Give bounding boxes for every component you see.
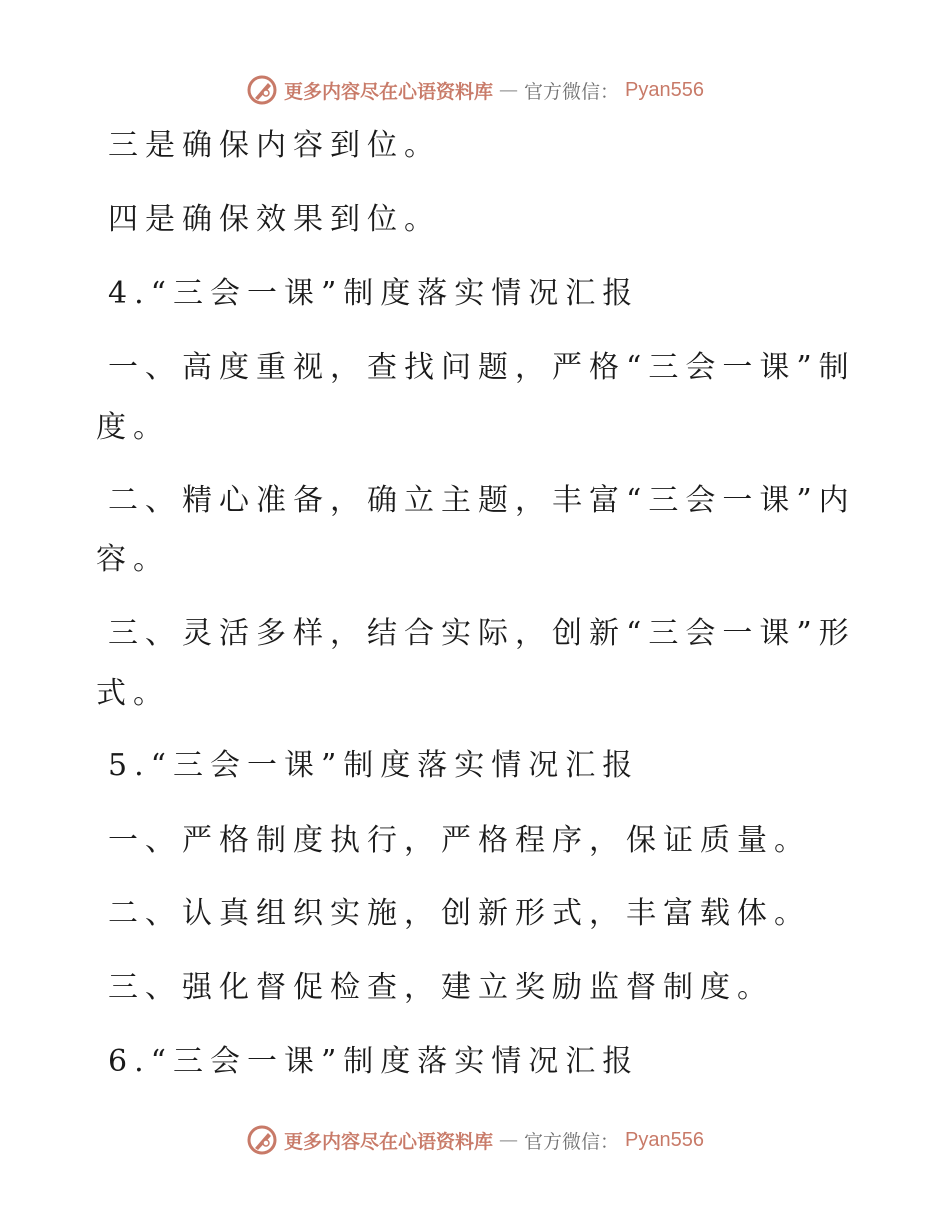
footer-watermark (0, 1120, 950, 1160)
body-line-8: 三、灵活多样，结合实际，创新“三会一课”形 (108, 616, 856, 651)
body-line-1: 三是确保内容到位。 (108, 128, 441, 163)
quill-seal-icon (246, 1124, 278, 1156)
body-line-6: 二、精心准备，确立主题，丰富“三会一课”内 (108, 483, 856, 518)
body-line-7: 容。 (96, 542, 170, 577)
body-line-11: 一、严格制度执行，严格程序，保证质量。 (108, 823, 811, 858)
quill-seal-icon (246, 74, 278, 106)
watermark-dash: — (499, 1129, 519, 1151)
section-heading-6: 6.“三会一课”制度落实情况汇报 (108, 1044, 640, 1079)
body-line-5: 度。 (96, 410, 170, 445)
watermark-dash: — (499, 79, 519, 101)
section-heading-4: 4.“三会一课”制度落实情况汇报 (108, 276, 640, 311)
header-watermark (0, 70, 950, 110)
watermark-wechat-id: Pyan556 (625, 1128, 704, 1151)
body-line-9: 式。 (96, 676, 170, 711)
section-heading-5: 5.“三会一课”制度落实情况汇报 (108, 748, 640, 783)
watermark-official-label: 官方微信： (524, 80, 620, 103)
body-line-13: 三、强化督促检查，建立奖励监督制度。 (108, 970, 774, 1005)
watermark-site-text: 更多内容尽在心语资料库 (284, 1130, 494, 1153)
body-line-4: 一、高度重视，查找问题，严格“三会一课”制 (108, 350, 856, 385)
body-line-2: 四是确保效果到位。 (108, 202, 441, 237)
body-line-12: 二、认真组织实施，创新形式，丰富载体。 (108, 896, 811, 931)
watermark-official-label: 官方微信： (524, 1130, 620, 1153)
watermark-wechat-id: Pyan556 (625, 78, 704, 101)
watermark-site-text: 更多内容尽在心语资料库 (284, 80, 494, 103)
